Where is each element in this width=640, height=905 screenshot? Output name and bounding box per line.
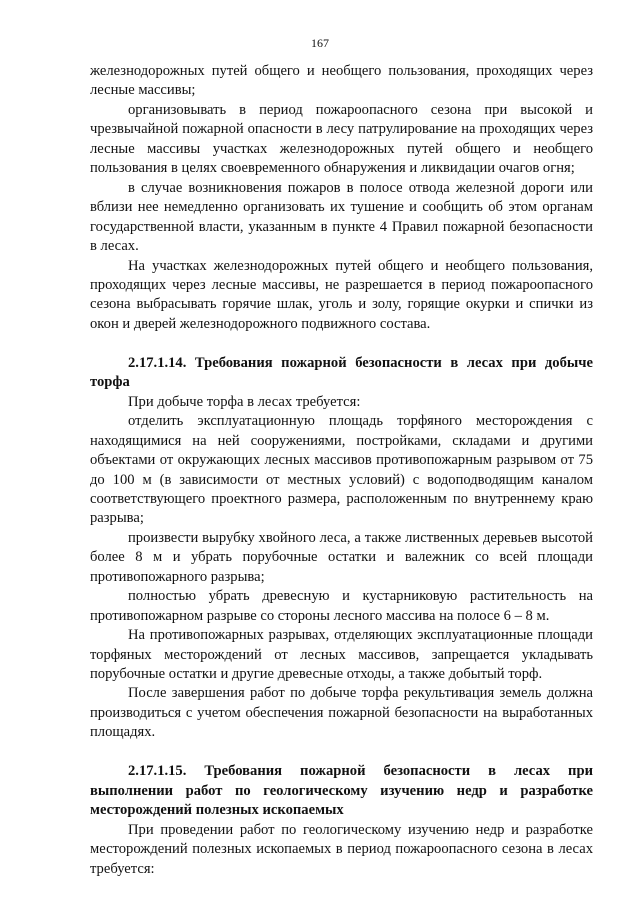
paragraph: железнодорожных путей общего и необщего пользования, проходящих через лесные массивы; (90, 63, 593, 99)
section-spacer (90, 334, 593, 353)
paragraph: организовывать в период пожароопасного сезона при высокой и чрезвычайной пожарной опасности в лесу патрулирование на проходящих через лесные массивы участках железнодорожных путей общего и необщего пользования в целях своевременного обнаружения и ликвидации очагов огня; (90, 101, 593, 177)
paragraph: При добыче торфа в лесах требуется: (128, 393, 361, 410)
paragraph: На противопожарных разрывах, отделяющих эксплуатационные площади торфяных месторождений от лесных массивов, запрещается укладывать порубочные остатки и другие древесные отходы, а также добытый торф. (90, 627, 593, 683)
section-heading: 2.17.1.15. Требования пожарной безопасности в лесах при выполнении работ по геологическому изучению недр и разработке месторождений полезных ископаемых (90, 763, 593, 819)
section-heading: 2.17.1.14. Требования пожарной безопасности в лесах при добыче торфа (90, 354, 593, 391)
paragraph: После завершения работ по добыче торфа рекультивация земель должна производиться с учетом обеспечения пожарной безопасности на выработанных площадях. (90, 685, 593, 741)
paragraph: полностью убрать древесную и кустарниковую растительность на противопожарном разрыве со стороны лесного массива на полосе 6 – 8 м. (90, 588, 593, 624)
page-content (90, 62, 593, 879)
paragraph: в случае возникновения пожаров в полосе отвода железной дороги или вблизи нее немедленно организовать их тушение и сообщить об этом органам государственной власти, указанным в пункте 4 Правил пожарной безопасности в лесах. (90, 179, 593, 255)
section-spacer (90, 743, 593, 762)
paragraph: отделить эксплуатационную площадь торфяного месторождения с находящимися на ней сооружениями, постройками, складами и другими объектами от окружающих лесных массивов противопожарным разрывом от 75 до 100 м (в зависимости от местных условий) с водоподводящим каналом соответствующего проектного размера, расположенным по внутреннему краю разрыва; (90, 413, 593, 527)
paragraph: На участках железнодорожных путей общего и необщего пользования, проходящих через лесные массивы, не разрешается в период пожароопасного сезона выбрасывать горячие шлак, уголь и золу, горящие окурки и спички из окон и дверей железнодорожного подвижного состава. (90, 257, 593, 332)
page-number: 167 (311, 36, 329, 50)
paragraph: произвести вырубку хвойного леса, а также лиственных деревьев высотой более 8 м и убрать порубочные остатки и валежник со всей площади противопожарного разрыва; (90, 529, 593, 585)
paragraph: При проведении работ по геологическому изучению недр и разработке месторождений полезных ископаемых в период пожароопасного сезона в лесах требуется: (90, 821, 593, 877)
